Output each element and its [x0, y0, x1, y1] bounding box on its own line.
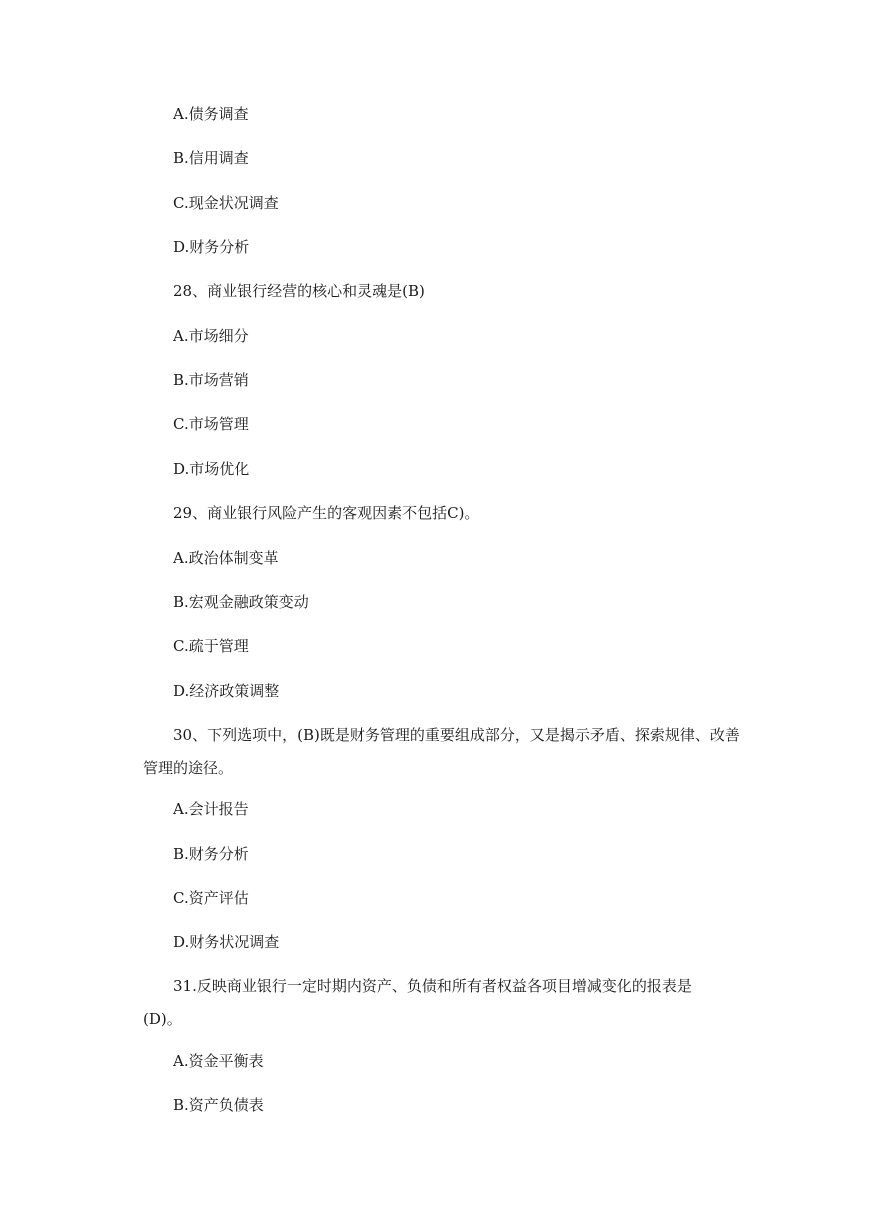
q30-option-d: D.财务状况调查 — [173, 933, 280, 951]
q30-option-c: C.资产评估 — [173, 889, 249, 907]
q29-option-b: B.宏观金融政策变动 — [173, 593, 309, 611]
q29-stem: 29、商业银行风险产生的客观因素不包括C)。 — [173, 504, 480, 522]
q31-option-a: A.资金平衡表 — [173, 1052, 264, 1070]
q29-option-c: C.疏于管理 — [173, 637, 249, 655]
q30-stem: 30、下列选项中，(B)既是财务管理的重要组成部分，又是揭示矛盾、探索规律、改善管理的途径。 — [143, 726, 740, 777]
q29-option-d: D.经济政策调整 — [173, 682, 280, 700]
q31-stem: 31.反映商业银行一定时期内资产、负债和所有者权益各项目增减变化的报表是(D)。 — [143, 977, 692, 1028]
q27-option-d: D.财务分析 — [173, 238, 250, 256]
q28-stem: 28、商业银行经营的核心和灵魂是(B) — [173, 282, 425, 300]
q30-option-a: A.会计报告 — [173, 800, 249, 818]
q28-option-a: A.市场细分 — [173, 327, 249, 345]
q27-option-b: B.信用调查 — [173, 149, 249, 167]
q27-option-a: A.债务调查 — [173, 105, 249, 123]
q30-option-b: B.财务分析 — [173, 845, 249, 863]
q28-option-c: C.市场管理 — [173, 415, 249, 433]
q27-option-c: C.现金状况调查 — [173, 194, 279, 212]
q28-option-d: D.市场优化 — [173, 460, 250, 478]
q31-option-b: B.资产负债表 — [173, 1096, 264, 1114]
q28-option-b: B.市场营销 — [173, 371, 249, 389]
q29-option-a: A.政治体制变革 — [173, 549, 279, 567]
